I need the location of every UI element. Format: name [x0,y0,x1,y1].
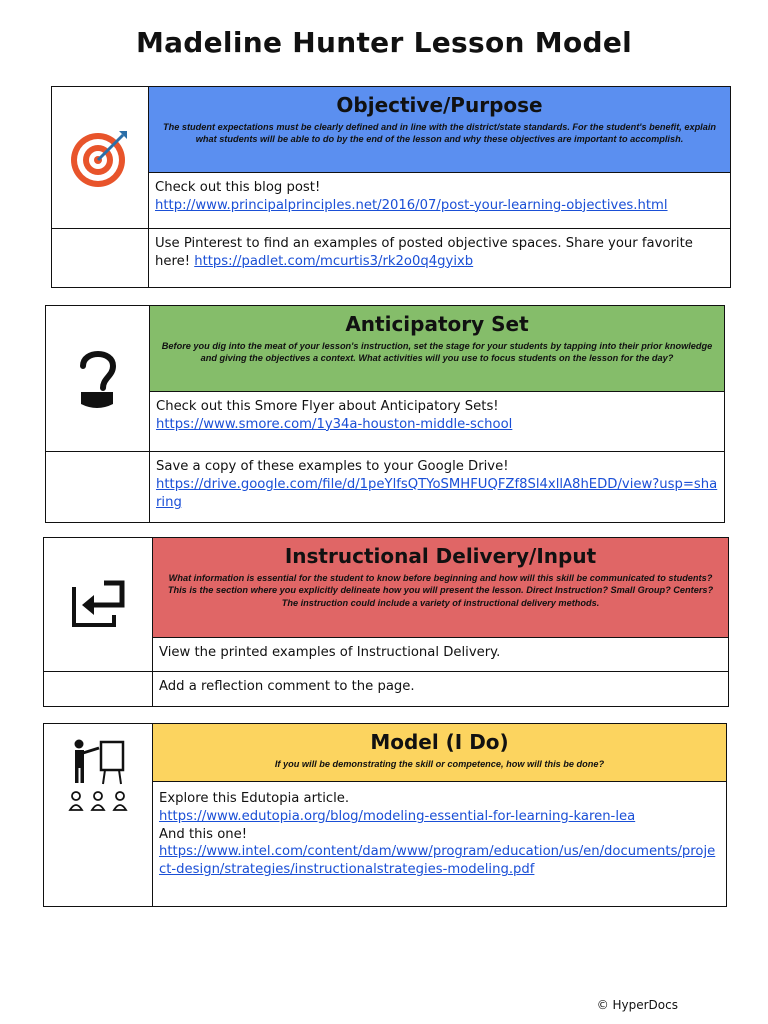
anticipatory-row-2 [150,451,724,522]
page-title: Madeline Hunter Lesson Model [135,26,633,59]
objective-row1-text: Check out this blog post! [155,180,321,195]
anticipatory-smore-link[interactable]: https://www.smore.com/1y34a-houston-middle-school [156,416,513,432]
instructional-heading: Instructional Delivery/Input [284,544,597,568]
objective-section [51,86,731,288]
enter-key-icon [70,579,126,631]
anticipatory-section [45,305,725,523]
instructional-icon-cell [44,538,153,671]
instructional-row2-text: Add a reflection comment to the page. [159,679,415,694]
instructional-row1-text: View the printed examples of Instructional Delivery. [159,645,501,660]
anticipatory-header [150,306,724,391]
instructional-section [43,537,729,707]
objective-heading: Objective/Purpose [336,93,543,117]
anticipatory-blank-cell [46,451,150,522]
model-description: If you will be demonstrating the skill or competence, how will this be done? [274,759,605,769]
objective-icon-cell [52,87,149,228]
objective-row-2 [149,228,730,287]
objective-padlet-link[interactable]: https://padlet.com/mcurtis3/rk2o0q4gyixb [194,253,474,269]
model-intel-link[interactable]: https://www.intel.com/content/dam/www/program/education/us/en/documents/project-design/strategies/instructionalstrategies-modeling.pdf [159,844,716,878]
anticipatory-row-1 [150,391,724,451]
model-row1-text: Explore this Edutopia article. [159,791,350,806]
model-icon-cell [44,724,153,906]
copyright-footer: © HyperDocs [596,998,678,1012]
anticipatory-description: Before you dig into the meat of your lesson's instruction, set the stage for your students by tapping into their prior knowledge and giving the objectives a context. What activities will you use to focus students on the lesson for the day? [161,341,713,364]
instructional-header [153,538,728,637]
model-row1-text2: And this one! [159,826,248,842]
presenter-icon [67,738,129,818]
objective-header [149,87,730,172]
objective-description: The student expectations must be clearly defined and in line with the district/state standards. For the student's benefit, explain what students will be able to do by the end of the lesson and why these objectives are important to accomplish. [162,122,717,145]
model-row-1 [153,781,726,906]
model-section [43,723,727,907]
target-icon [69,127,131,189]
anticipatory-icon-cell [46,306,150,451]
hook-icon [73,344,123,414]
objective-row2-text: Use Pinterest to find an examples of posted objective spaces. Share your favorite here! [155,236,693,269]
objective-row-1 [149,172,730,228]
anticipatory-row2-text: Save a copy of these examples to your Google Drive! [156,459,509,474]
objective-blank-cell [52,228,149,287]
instructional-description: What information is essential for the student to know before beginning and how will this skill be communicated to students? This is the section where you explicitly delineate how you will present the lesson. Direct Instruction? Small Group? Centers? The instruction could include a variety of instructional delivery methods. [167,573,714,608]
model-header [153,724,726,781]
model-heading: Model (I Do) [370,730,509,754]
instructional-row-1 [153,637,728,671]
objective-blog-link[interactable]: http://www.principalprinciples.net/2016/07/post-your-learning-objectives.html [155,197,668,213]
anticipatory-row1-text: Check out this Smore Flyer about Anticipatory Sets! [156,399,499,414]
model-edutopia-link[interactable]: https://www.edutopia.org/blog/modeling-essential-for-learning-karen-lea [159,808,636,824]
instructional-row-2 [153,671,728,706]
anticipatory-drive-link[interactable]: https://drive.google.com/file/d/1peYlfsQTYoSMHFUQFZf8Sl4xllA8hEDD/view?usp=sharing [156,476,718,510]
instructional-blank-cell [44,671,153,706]
anticipatory-heading: Anticipatory Set [345,312,529,336]
